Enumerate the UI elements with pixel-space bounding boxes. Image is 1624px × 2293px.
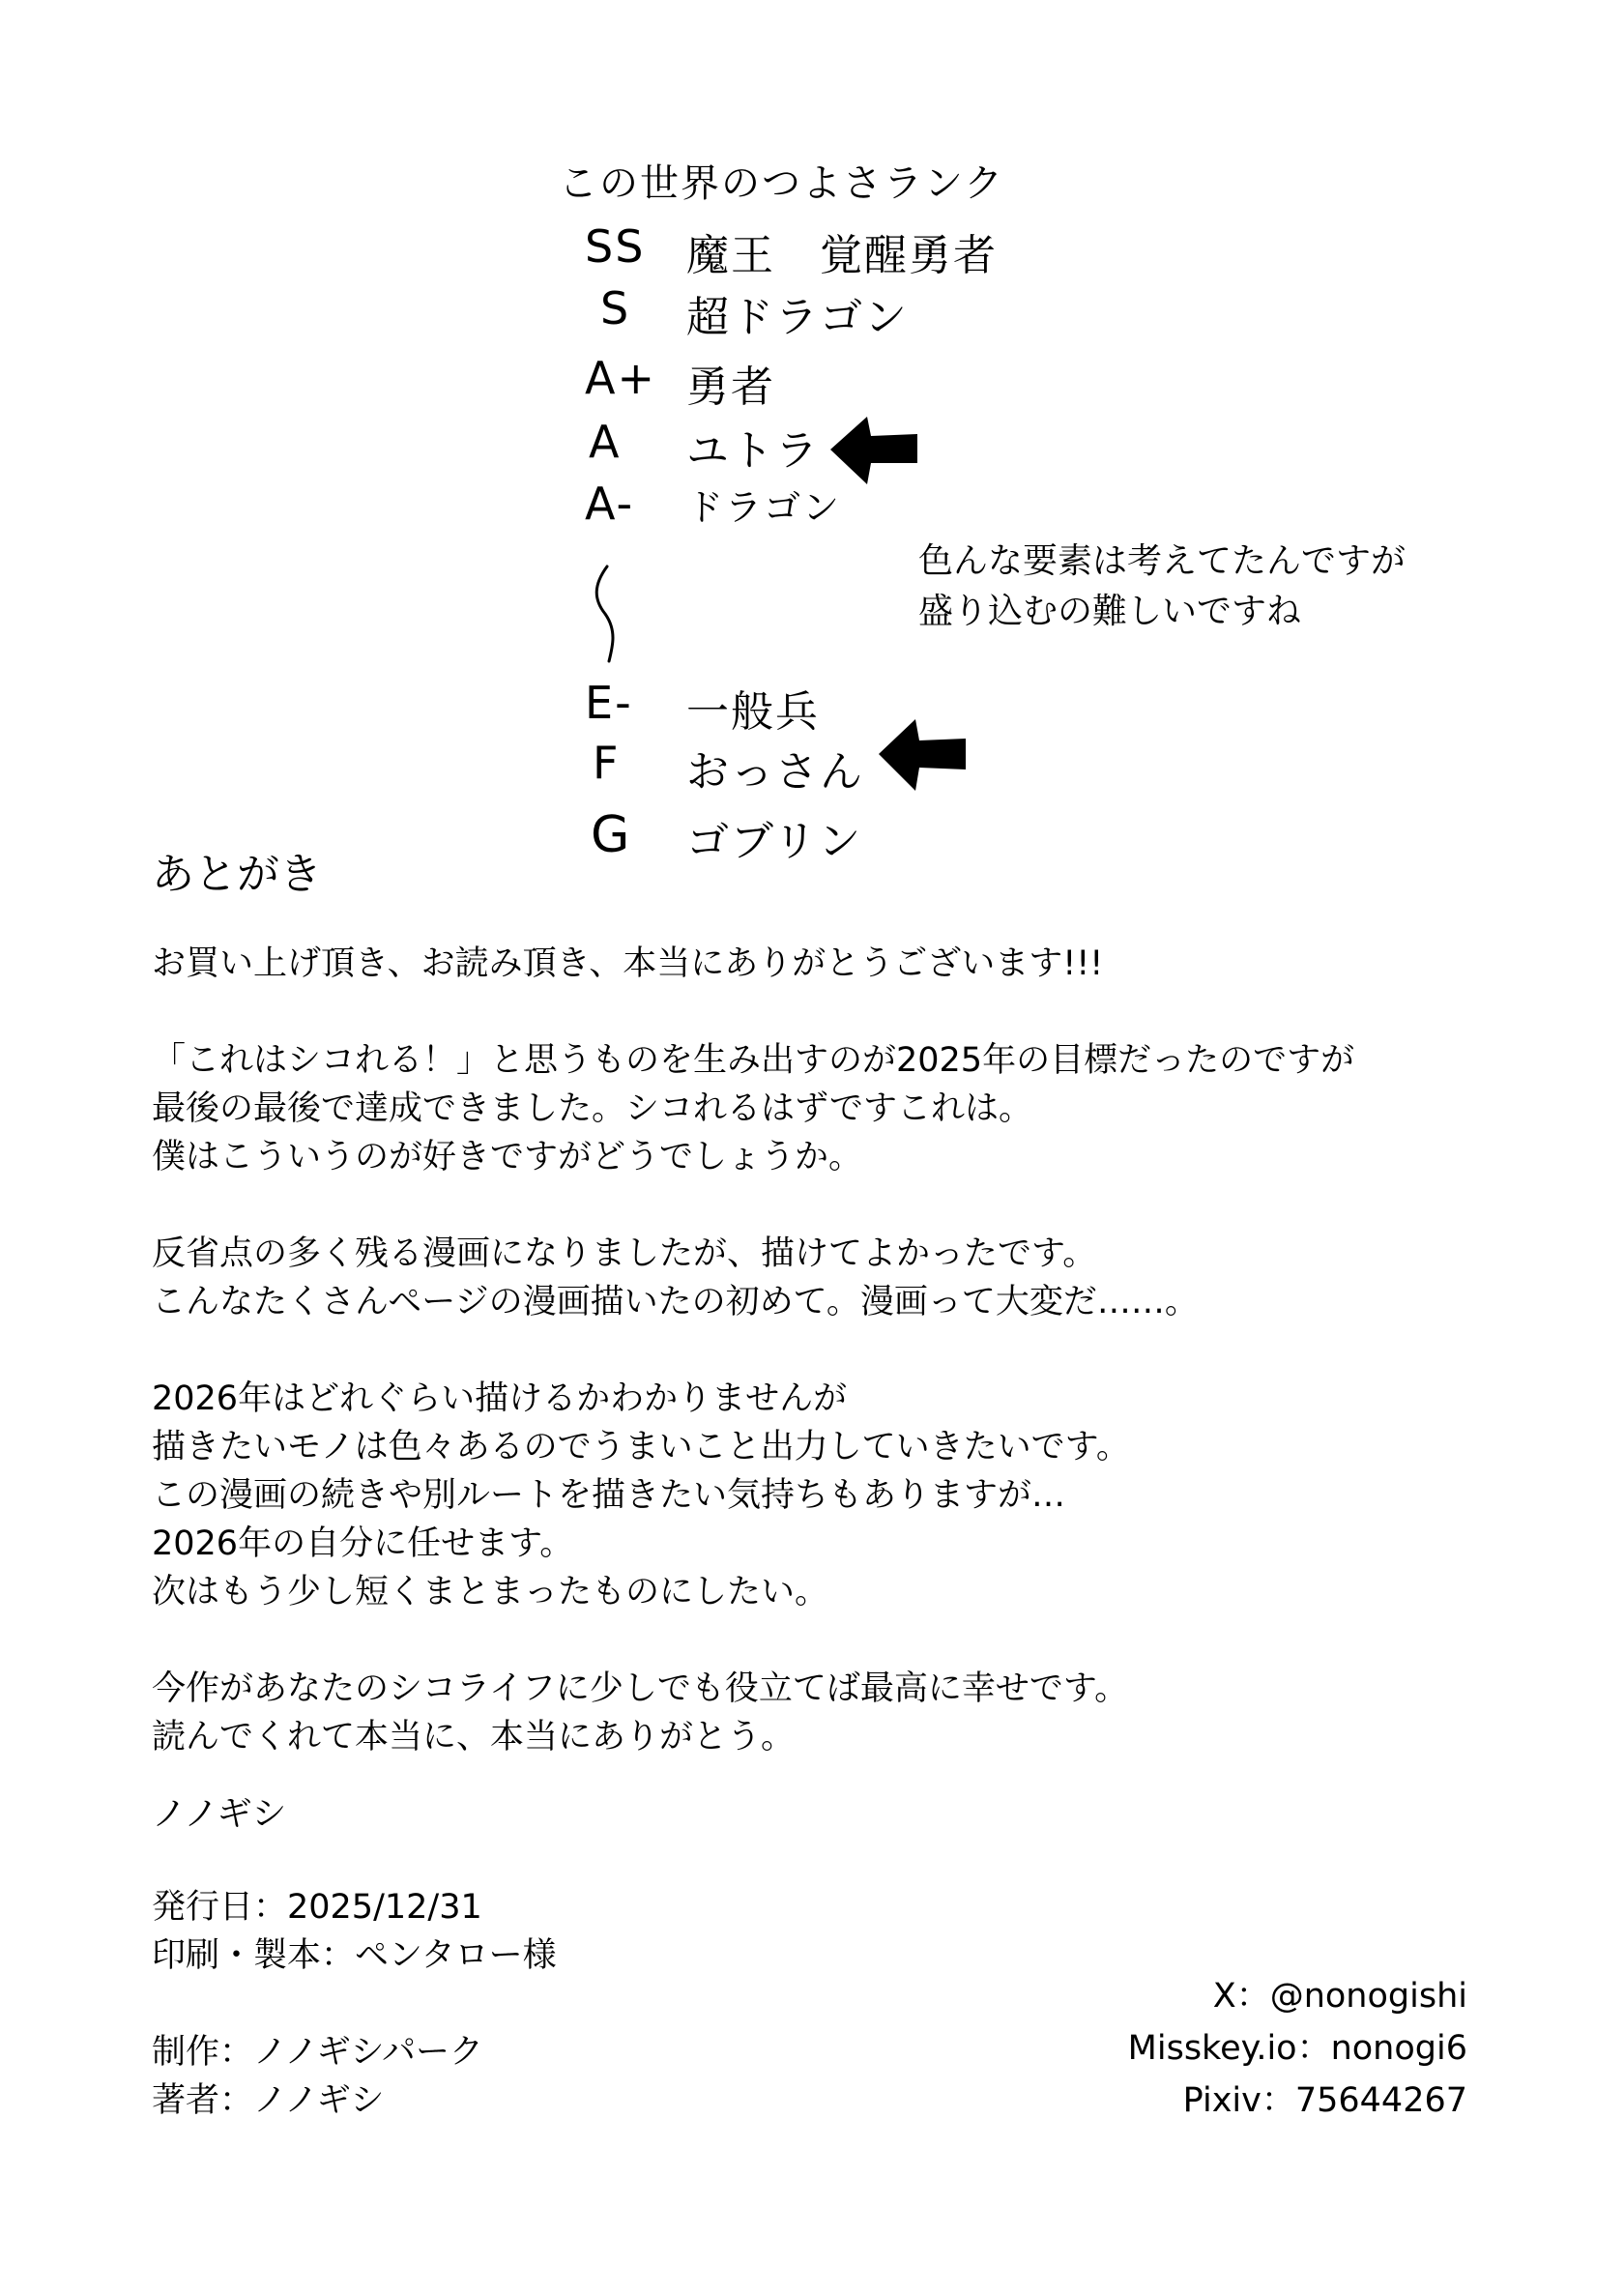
rank-letter: A (589, 416, 622, 468)
paragraph-line: 描きたいモノは色々あるのでうまいこと出力していきたいです。 (152, 1428, 1130, 1466)
rank-name: 超ドラゴン (686, 293, 909, 342)
rank-letter: SS (585, 220, 646, 273)
rank-name: 魔王 覚醒勇者 (686, 231, 998, 280)
paragraph-line: 今作があなたのシコライフに少しでも役立てば最高に幸せです。 (152, 1669, 1129, 1708)
paragraph-line: お買い上げ頂き、お読み頂き、本当にありがとうございます!!! (152, 944, 1104, 983)
colophon-author: 著者：ノノギシ (152, 2081, 385, 2120)
afterword-paragraph (152, 1230, 1199, 1326)
colophon-production: 制作：ノノギシパーク (152, 2033, 484, 2072)
afterword-title: あとがき (152, 850, 322, 899)
rank-name: 一般兵 (686, 687, 820, 737)
rank-name: ドラゴン (686, 486, 842, 529)
paragraph-line: 2026年はどれぐらい描けるかわかりませんが (152, 1379, 848, 1418)
note-line: 盛り込むの難しいですね (918, 592, 1302, 631)
rank-letter: F (593, 737, 621, 789)
rank-letter: S (600, 282, 631, 334)
rank-name: おっさん (686, 747, 864, 797)
rank-name: ユトラ (686, 426, 820, 476)
paragraph-line: 2026年の自分に任せます。 (152, 1524, 574, 1563)
paragraph-line: 反省点の多く残る漫画になりましたが、描けてよかったです。 (152, 1234, 1097, 1273)
social-pixiv: Pixiv：75644267 (1182, 2081, 1467, 2120)
signature: ノノギシ (152, 1794, 287, 1834)
rank-name: 勇者 (686, 363, 775, 412)
arrow-left-icon (875, 715, 972, 793)
arrow-left-icon (826, 411, 923, 488)
squiggle-ellipsis (580, 561, 638, 667)
rank-letter: A- (585, 478, 635, 530)
paragraph-line: 僕はこういうのが好きですがどうでしょうか。 (152, 1138, 863, 1176)
rank-note (918, 537, 1406, 637)
paragraph-line: 読んでくれて本当に、本当にありがとう。 (152, 1718, 796, 1756)
rank-letter: E- (585, 677, 633, 729)
colophon-release: 発行日：2025/12/31 (152, 1888, 482, 1927)
afterword-paragraph (152, 940, 1103, 988)
paragraph-line: この漫画の続きや別ルートを描きたい気持ちもありますが… (152, 1476, 1066, 1515)
note-line: 色んな要素は考えてたんですが (918, 541, 1406, 581)
paragraph-line: 次はもう少し短くまとまったものにしたい。 (152, 1573, 829, 1611)
rank-chart-title: この世界のつよさランク (559, 161, 1005, 206)
rank-name: ゴブリン (686, 817, 863, 866)
paragraph-line: 「これはシコれる！」と思うものを生み出すのが2025年の目標だったのですが (152, 1041, 1355, 1080)
colophon-printing: 印刷・製本：ペンタロー様 (152, 1936, 557, 1975)
rank-letter: A+ (585, 352, 657, 404)
afterword-paragraph (152, 1036, 1354, 1181)
social-x: X：@nonogishi (1212, 1977, 1467, 2016)
rank-letter: G (591, 806, 632, 864)
social-misskey: Misskey.io：nonogi6 (1127, 2029, 1467, 2068)
afterword-paragraph (152, 1665, 1128, 1761)
paragraph-line: こんなたくさんページの漫画描いたの初めて。漫画って大変だ……。 (152, 1283, 1199, 1321)
afterword-paragraph (152, 1375, 1130, 1616)
paragraph-line: 最後の最後で達成できました。シコれるはずですこれは。 (152, 1089, 1033, 1128)
